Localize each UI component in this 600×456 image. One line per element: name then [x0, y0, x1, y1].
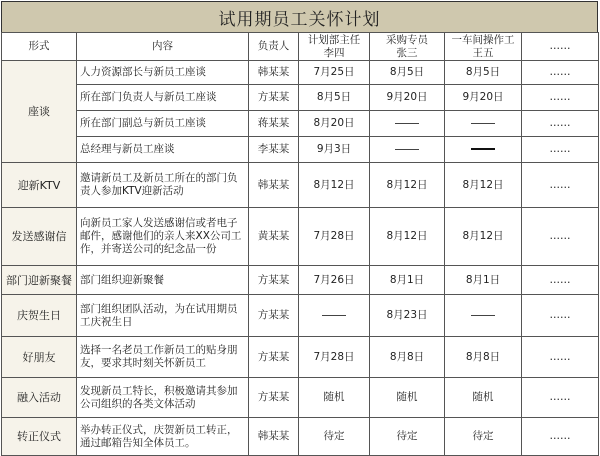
date-cell: 8月12日 — [445, 163, 522, 208]
content-cell: 总经理与新员工座谈 — [77, 137, 249, 163]
date-cell: 8月5日 — [299, 85, 370, 111]
date-cell: 7月25日 — [299, 61, 370, 85]
content-cell: 举办转正仪式，庆贺新员工转正，通过邮箱告知全体员工。 — [77, 418, 249, 456]
table-row — [2, 337, 599, 378]
dash-mark — [395, 149, 419, 150]
dash-mark — [395, 123, 419, 124]
dash-mark — [322, 315, 346, 316]
date-cell: 待定 — [445, 418, 522, 456]
more-cell: …… — [522, 378, 599, 418]
date-cell: 8月1日 — [445, 266, 522, 295]
content-cell: 发现新员工特长，积极邀请其参加公司组织的各类文体活动 — [77, 378, 249, 418]
date-cell: 9月3日 — [299, 137, 370, 163]
date-cell: 随机 — [370, 378, 445, 418]
table-row — [2, 111, 599, 137]
date-cell: 8月8日 — [445, 337, 522, 378]
date-cell: 8月12日 — [370, 163, 445, 208]
date-cell: 8月5日 — [370, 61, 445, 85]
owner-cell: 方某某 — [249, 337, 299, 378]
table-row — [2, 266, 599, 295]
more-cell: …… — [522, 337, 599, 378]
table-row — [2, 61, 599, 85]
form-cell-dinner: 部门迎新聚餐 — [2, 266, 77, 295]
empty-cell — [299, 295, 370, 337]
form-cell-birthday: 庆贺生日 — [2, 295, 77, 337]
more-cell: …… — [522, 111, 599, 137]
owner-cell: 方某某 — [249, 85, 299, 111]
form-cell-letter: 发送感谢信 — [2, 208, 77, 266]
table-row — [2, 163, 599, 208]
more-cell: …… — [522, 266, 599, 295]
empty-cell — [445, 111, 522, 137]
header-col3: 一车间操作工 王五 — [445, 33, 522, 61]
content-cell: 所在部门副总与新员工座谈 — [77, 111, 249, 137]
content-cell: 邀请新员工及新员工所在的部门负责人参加KTV迎新活动 — [77, 163, 249, 208]
empty-cell — [370, 111, 445, 137]
date-cell: 8月5日 — [445, 61, 522, 85]
date-cell: 8月23日 — [370, 295, 445, 337]
form-cell-friend: 好朋友 — [2, 337, 77, 378]
date-cell: 8月12日 — [445, 208, 522, 266]
more-cell: …… — [522, 163, 599, 208]
date-cell: 7月26日 — [299, 266, 370, 295]
owner-cell: 蒋某某 — [249, 111, 299, 137]
form-cell-ceremony: 转正仪式 — [2, 418, 77, 456]
content-cell: 选择一名老员工作新员工的贴身朋友，要求其时刻关怀新员工 — [77, 337, 249, 378]
owner-cell: 方某某 — [249, 378, 299, 418]
content-cell: 所在部门负责人与新员工座谈 — [77, 85, 249, 111]
header-col2: 采购专员 张三 — [370, 33, 445, 61]
content-cell: 人力资源部长与新员工座谈 — [77, 61, 249, 85]
table-row — [2, 295, 599, 337]
empty-cell — [445, 137, 522, 163]
header-content: 内容 — [77, 33, 249, 61]
header-owner: 负责人 — [249, 33, 299, 61]
more-cell: …… — [522, 137, 599, 163]
date-cell: 待定 — [299, 418, 370, 456]
table-row — [2, 378, 599, 418]
form-cell-talk: 座谈 — [2, 61, 77, 163]
content-cell: 部门组织团队活动，为在试用期员工庆祝生日 — [77, 295, 249, 337]
date-cell: 随机 — [445, 378, 522, 418]
owner-cell: 方某某 — [249, 266, 299, 295]
date-cell: 9月20日 — [445, 85, 522, 111]
dash-mark — [471, 148, 495, 150]
owner-cell: 黄某某 — [249, 208, 299, 266]
page-title: 试用期员工关怀计划 — [1, 1, 598, 33]
date-cell: 8月12日 — [370, 208, 445, 266]
empty-cell — [370, 137, 445, 163]
date-cell: 9月20日 — [370, 85, 445, 111]
content-cell: 向新员工家人发送感谢信或者电子邮件，感谢他们的亲人来XX公司工作，并寄送公司的纪念品一份 — [77, 208, 249, 266]
owner-cell: 韩某某 — [249, 418, 299, 456]
dash-mark — [471, 315, 495, 316]
more-cell: …… — [522, 418, 599, 456]
owner-cell: 李某某 — [249, 137, 299, 163]
form-cell-integrate: 融入活动 — [2, 378, 77, 418]
table-row — [2, 208, 599, 266]
empty-cell — [445, 295, 522, 337]
owner-cell: 方某某 — [249, 295, 299, 337]
table-row — [2, 137, 599, 163]
owner-cell: 韩某某 — [249, 61, 299, 85]
date-cell: 8月12日 — [299, 163, 370, 208]
header-more: …… — [522, 33, 599, 61]
dash-mark — [471, 123, 495, 124]
header-col1: 计划部主任 李四 — [299, 33, 370, 61]
owner-cell: 韩某某 — [249, 163, 299, 208]
date-cell: 8月1日 — [370, 266, 445, 295]
header-row — [2, 33, 599, 61]
more-cell: …… — [522, 295, 599, 337]
date-cell: 8月8日 — [370, 337, 445, 378]
date-cell: 随机 — [299, 378, 370, 418]
date-cell: 7月28日 — [299, 337, 370, 378]
date-cell: 7月28日 — [299, 208, 370, 266]
table-row — [2, 85, 599, 111]
care-plan-table — [1, 32, 599, 456]
table-row — [2, 418, 599, 456]
content-cell: 部门组织迎新聚餐 — [77, 266, 249, 295]
form-cell-ktv: 迎新KTV — [2, 163, 77, 208]
date-cell: 8月20日 — [299, 111, 370, 137]
date-cell: 待定 — [370, 418, 445, 456]
more-cell: …… — [522, 61, 599, 85]
header-form: 形式 — [2, 33, 77, 61]
more-cell: …… — [522, 208, 599, 266]
more-cell: …… — [522, 85, 599, 111]
